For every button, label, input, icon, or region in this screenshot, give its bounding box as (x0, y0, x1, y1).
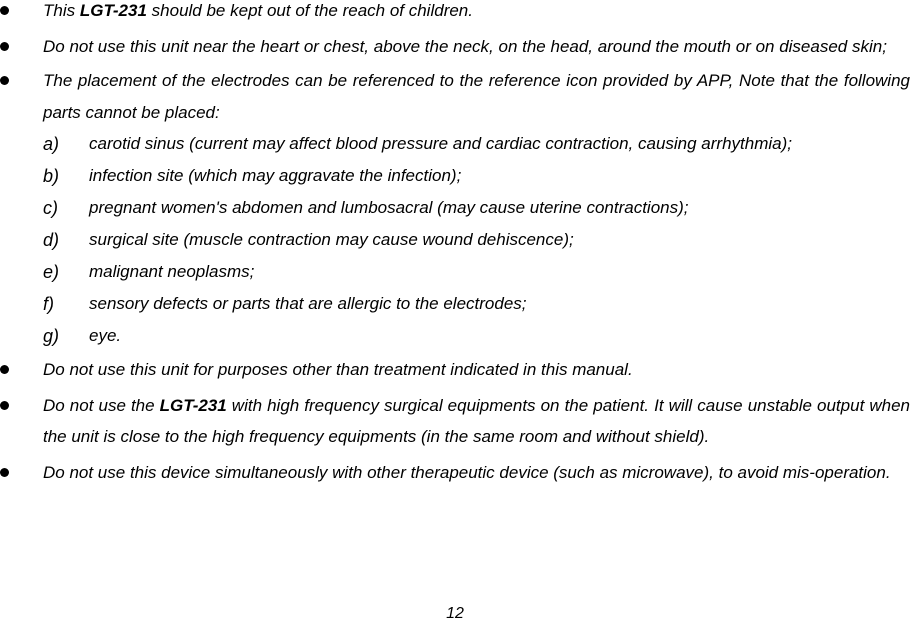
sub-list-item (43, 192, 910, 224)
warning-text: This LGT-231 should be kept out of the reach of children. (43, 1, 473, 20)
bullet-icon (0, 401, 9, 410)
bullet-icon (0, 6, 9, 15)
placement-restrictions-list (43, 128, 910, 352)
warning-text: Do not use this unit for purposes other than treatment indicated in this manual. (43, 360, 633, 379)
warning-text: Do not use this unit near the heart or chest, above the neck, on the head, around the mouth or on diseased skin; (43, 36, 887, 56)
sub-list-item (43, 128, 910, 160)
list-letter: g) (43, 326, 60, 346)
list-letter: b) (43, 166, 60, 186)
list-letter: a) (43, 134, 60, 154)
warning-item (0, 0, 910, 27)
list-letter: c) (43, 198, 58, 218)
list-letter: f) (43, 294, 54, 314)
sub-item-text: malignant neoplasms; (89, 262, 255, 281)
sub-list-item (43, 256, 910, 288)
bullet-icon (0, 468, 9, 477)
warning-text: Do not use this device simultaneously with other therapeutic device (such as microwave), to avoid mis-operation. (43, 462, 891, 482)
sub-item-text: sensory defects or parts that are allergic to the electrodes; (89, 294, 527, 313)
bullet-icon (0, 76, 9, 85)
bullet-icon (0, 365, 9, 374)
sub-list-item (43, 320, 910, 352)
sub-item-text: infection site (which may aggravate the infection); (89, 166, 462, 185)
bullet-icon (0, 42, 9, 51)
sub-list-item (43, 288, 910, 320)
sub-list-item (43, 160, 910, 192)
warning-item (0, 457, 910, 489)
product-name: LGT-231 (159, 395, 227, 415)
list-letter: e) (43, 262, 60, 282)
list-letter: d) (43, 230, 60, 250)
warning-text: Do not use the LGT-231 with high frequency surgical equipments on the patient. It will cause unstable output when the unit is close to the high frequency equipments (in the same room and without shield). (43, 395, 910, 446)
sub-item-text: surgical site (muscle contraction may cause wound dehiscence); (89, 230, 574, 249)
warning-text: The placement of the electrodes can be referenced to the reference icon provided by APP, Note that the following parts cannot be placed: (43, 71, 910, 122)
sub-item-text: eye. (89, 326, 122, 345)
warning-item (0, 354, 910, 386)
warning-item (0, 65, 910, 352)
product-name: LGT-231 (79, 1, 147, 20)
sub-item-text: carotid sinus (current may affect blood pressure and cardiac contraction, causing arrhythmia); (89, 134, 792, 153)
sub-item-text: pregnant women's abdomen and lumbosacral (may cause uterine contractions); (89, 198, 689, 217)
warning-item (0, 390, 910, 453)
page-number: 12 (446, 605, 464, 622)
sub-list-item (43, 224, 910, 256)
warning-item (0, 31, 910, 63)
